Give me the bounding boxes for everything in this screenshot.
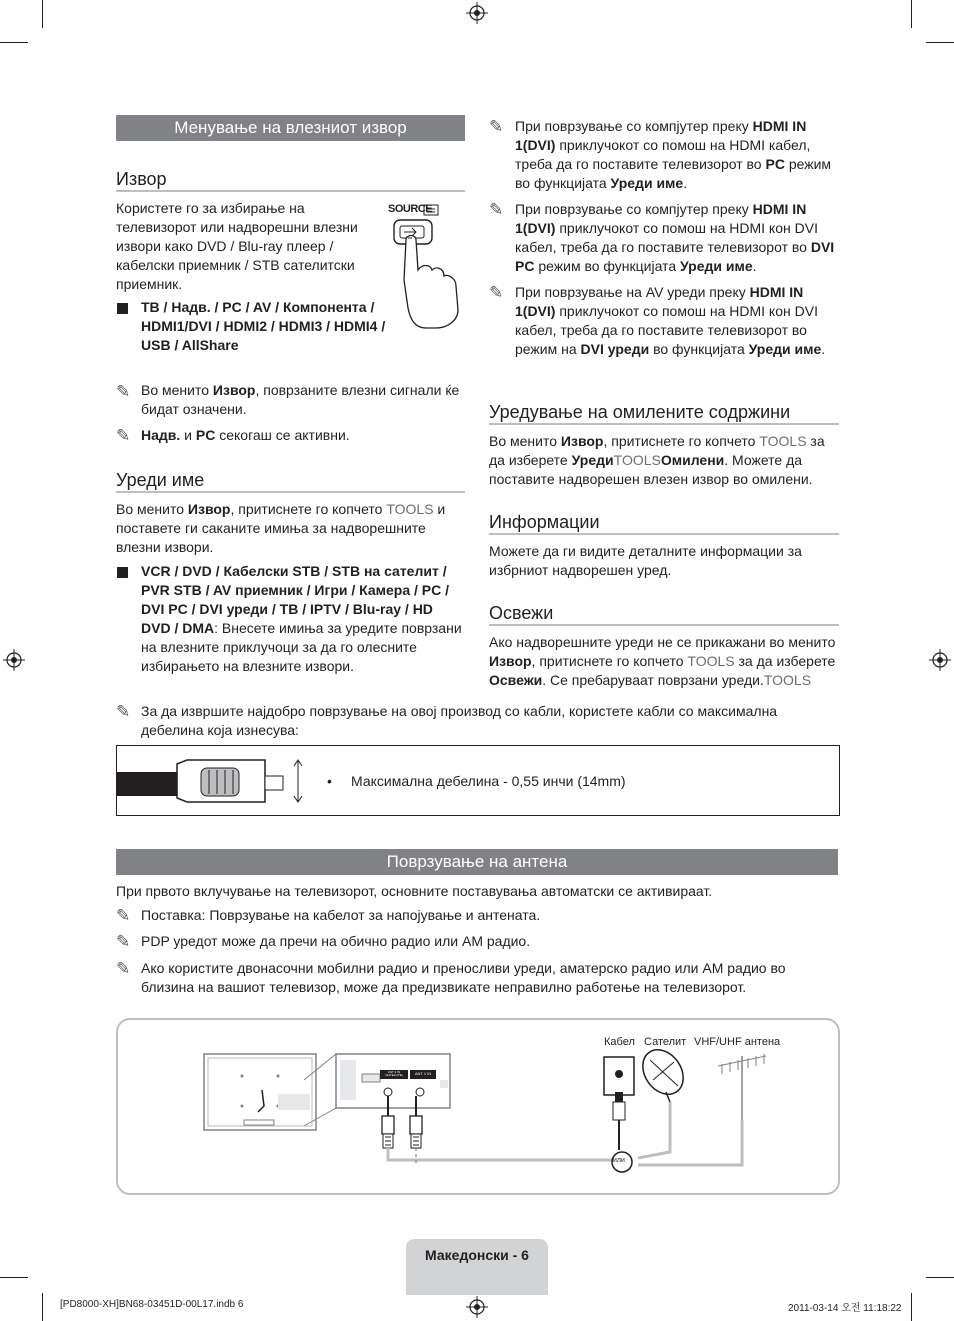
note-pencil-icon: ✎: [116, 959, 131, 978]
source-list-bullet: ТВ / Надв. / PC / AV / Компонента / HDMI1/DVI / HDMI2 / HDMI3 / HDMI4 / USB / AllShare: [141, 299, 386, 353]
registration-mark-icon: [466, 1296, 488, 1318]
footer-date: 2011-03-14 오전 11:18:22: [788, 1303, 902, 1314]
note-pencil-icon: ✎: [116, 702, 131, 721]
right-note-3: При поврзување на AV уреди преку HDMI IN 1(DVI) приклучокот со помош на HDMI кон DVI кабел, треба да го поставите телевизорот во режим на DVI уреди во функцијата Уреди име.: [515, 284, 826, 357]
edit-favourites-text: Во менито Извор, притиснете го копчето TOOLS за да изберете УредиTOOLSОмилени. Можете да поставите надворешен влезен извор во омилени.: [489, 433, 825, 487]
port-ant1-label: ANT 1 IN: [414, 1071, 432, 1076]
antenna-note-3: Ако користите двонасочни мобилни радио и преносливи уреди, аматерско радио или AM радио во близина на вашиот телевизор, може да предизвикате неправилно работење на телевизорот.: [141, 960, 786, 995]
bullet-dot: •: [327, 773, 332, 789]
crop-mark: [911, 1293, 912, 1321]
footer-file-name: [PD8000-XH]BN68-03451D-00L17.indb 6: [60, 1299, 244, 1310]
source-key-label: SOURCE: [388, 203, 433, 215]
max-thickness-text: Максимална дебелина - 0,55 инчи (14mm): [351, 773, 626, 789]
note-pencil-icon: ✎: [116, 932, 131, 951]
divider: [116, 190, 465, 192]
divider: [489, 624, 839, 626]
heading-edit-name: Уреди име: [116, 470, 205, 490]
page-number-label: Македонски - 6: [425, 1247, 529, 1263]
cable-thickness-note: За да извршите најдобро поврзување на овој производ со кабли, користете кабли со максимална дебелина која изнесува:: [141, 703, 778, 738]
edit-name-bullet: VCR / DVD / Кабелски STB / STB на сателит / PVR STB / AV приемник / Игри / Камера / PC / DVI PC / DVI уреди / TB / IPTV / Blu-ray / HD DVD / DMA: Внесете имиња за уредите поврзани на влезните приклучоци за да го олесните избирањето на влезните извори.: [141, 563, 462, 674]
divider: [116, 491, 465, 493]
remote-source-illustration: [386, 200, 466, 330]
label-cable: Кабел: [604, 1036, 635, 1048]
crop-mark: [926, 1277, 954, 1278]
refresh-text: Ако надворешните уреди не се прикажани во менито Извор, притиснете го копчето TOOLS за да изберете Освежи. Се пребаруваат поврзани уреди.TOOLS: [489, 634, 836, 688]
note-pencil-icon: ✎: [489, 283, 504, 302]
right-note-1: При поврзување со компјутер преку HDMI IN 1(DVI) приклучокот со помош на HDMI кабел, треба да го поставите телевизорот во PC режим во функцијата Уреди име.: [515, 118, 832, 191]
crop-mark: [42, 1293, 43, 1321]
antenna-intro: При првото вклучување на телевизорот, основните поставувања автоматски се активираат.: [116, 883, 713, 899]
section-bar-antenna: Поврзување на антена: [116, 849, 838, 875]
registration-mark-icon: [466, 2, 488, 24]
edit-name-intro: Во менито Извор, притиснете го копчето TOOLS и поставете ги саканите имиња за надворешните влезни извори.: [116, 501, 446, 555]
hand-pressing-button-icon: [386, 200, 466, 330]
registration-mark-icon: [929, 649, 951, 671]
divider: [489, 423, 839, 425]
bullet-square: [117, 303, 128, 314]
label-satellite: Сателит: [644, 1036, 687, 1048]
section-bar-input-source: Менување на влезниот извор: [116, 115, 465, 141]
heading-edit-favourites: Уредување на омилените содржини: [489, 402, 791, 422]
crop-mark: [926, 42, 954, 43]
bullet-square: [117, 567, 128, 578]
crop-mark: [0, 42, 28, 43]
note-pencil-icon: ✎: [116, 382, 131, 401]
note-pencil-icon: ✎: [116, 906, 131, 925]
crop-mark: [42, 0, 43, 28]
port-ant2-label: ANT 2 IN (SATELLITE): [385, 1070, 403, 1077]
registration-mark-icon: [3, 649, 25, 671]
label-vhf-uhf-antenna: VHF/UHF антена: [694, 1036, 781, 1048]
heading-refresh: Освежи: [489, 603, 554, 623]
heading-source: Извор: [116, 169, 167, 189]
page-number-tab: [406, 1239, 548, 1295]
heading-information: Информации: [489, 512, 600, 532]
note-pencil-icon: ✎: [489, 200, 504, 219]
crop-mark: [0, 1277, 28, 1278]
antenna-note-2: PDP уредот може да пречи на обично радио или AM радио.: [141, 933, 531, 949]
crop-mark: [911, 0, 912, 28]
source-note-2: Надв. и PC секогаш се активни.: [141, 427, 350, 443]
note-pencil-icon: ✎: [489, 117, 504, 136]
cable-connector-illustration: [117, 746, 317, 815]
cable-thickness-box: [116, 745, 840, 816]
source-intro: Користете го за избирање на телевизорот или надворешни влезни извори како DVD / Blu-ray плеер / кабелски приемник / STB сателитски приемник.: [116, 200, 358, 292]
note-pencil-icon: ✎: [116, 426, 131, 445]
information-text: Можете да ги видите деталните информации за избрниот надворешен уред.: [489, 543, 802, 578]
label-or: или: [613, 1157, 625, 1164]
source-note-1: Во менито Извор, поврзаните влезни сигнали ќе бидат означени.: [141, 382, 460, 417]
antenna-connection-diagram: [116, 1018, 840, 1195]
divider: [489, 533, 839, 535]
antenna-note-1: Поставка: Поврзување на кабелот за напојување и антената.: [141, 907, 541, 923]
right-note-2: При поврзување со компјутер преку HDMI IN 1(DVI) приклучокот со помош на HDMI кон DVI кабел, треба да го поставите телевизорот во DVI PC режим во функцијата Уреди име.: [515, 201, 835, 274]
